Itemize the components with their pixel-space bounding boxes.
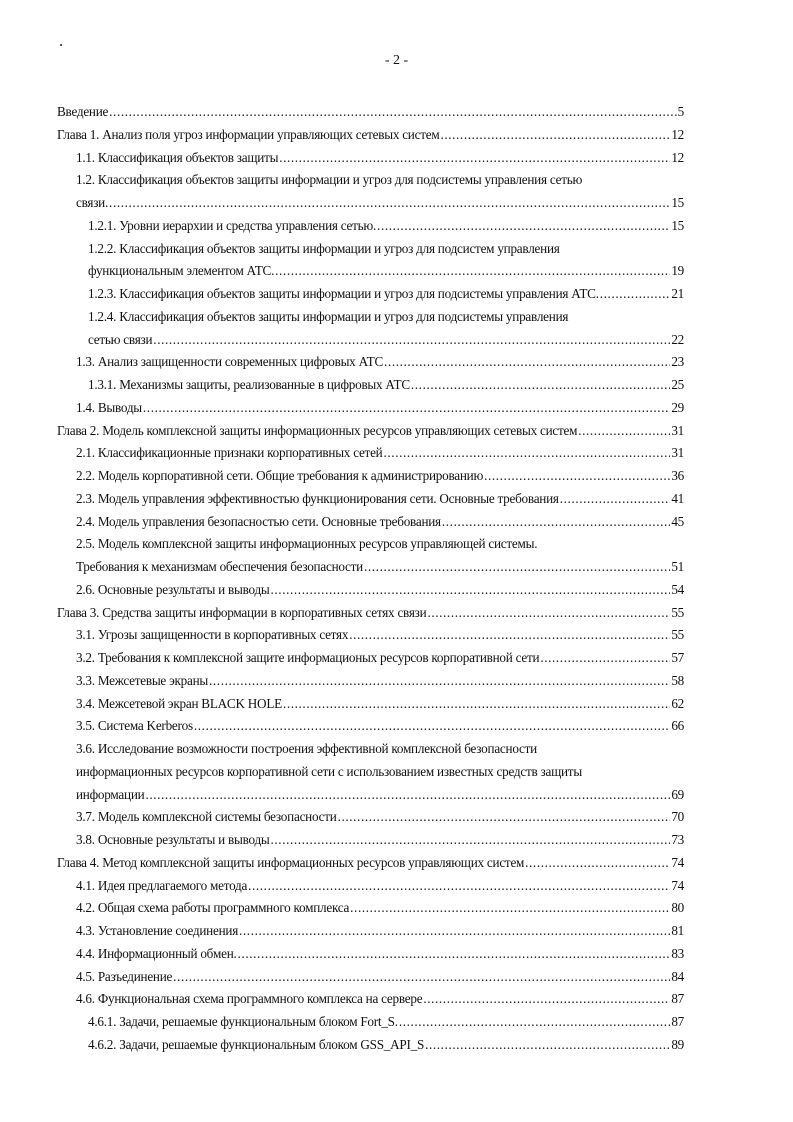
- toc-entry-title: 4.2. Общая схема работы программного комплекса: [76, 900, 350, 916]
- toc-page-number: 15: [671, 195, 684, 210]
- toc-entry[interactable]: [57, 556, 684, 579]
- dot-leader: [209, 670, 670, 693]
- toc-entry-title: 3.6. Исследование возможности построения эффективной комплексной безопасности: [76, 741, 537, 756]
- toc-entry-title: 3.2. Требования к комплексной защите информационых ресурсов корпоративной сети: [76, 650, 540, 665]
- toc-entry-title: Глава 4. Метод комплексной защиты информационных ресурсов управляющих систем: [57, 854, 525, 870]
- dot-leader: [239, 920, 670, 943]
- toc-entry[interactable]: [57, 260, 684, 283]
- toc-page-number: 36: [671, 468, 684, 483]
- toc-entry[interactable]: [57, 784, 684, 807]
- dot-leader: [440, 124, 670, 147]
- toc-page-number: 84: [671, 968, 684, 984]
- toc-entry[interactable]: [57, 442, 684, 465]
- toc-page-number: 74: [671, 854, 684, 870]
- toc-entry-title: 2.6. Основные результаты и выводы: [76, 581, 270, 597]
- toc-entry-title: 3.1. Угрозы защищенности в корпоративных сетях: [76, 627, 349, 643]
- dot-leader: [143, 397, 670, 420]
- dot-leader: [338, 806, 671, 829]
- dot-leader: [283, 693, 670, 716]
- toc-entry-title: связи.: [76, 195, 109, 210]
- dot-leader: [425, 1034, 670, 1057]
- dot-leader: [153, 329, 670, 352]
- toc-entry-title: функциональным элементом АТС.: [88, 263, 275, 279]
- dot-leader: [364, 556, 670, 579]
- toc-entry-continuation[interactable]: [57, 306, 684, 329]
- toc-entry[interactable]: [57, 488, 684, 511]
- toc-entry[interactable]: [57, 124, 684, 147]
- toc-page-number: 54: [671, 581, 684, 597]
- toc-entry-title: 4.6.2. Задачи, решаемые функциональным блоком GSS_API_S: [88, 1036, 425, 1052]
- toc-entry[interactable]: [57, 897, 684, 920]
- dot-leader: [194, 715, 670, 738]
- toc-page-number: 70: [671, 809, 684, 825]
- toc-entry-title: Глава 2. Модель комплексной защиты информационных ресурсов управляющих сетевых систем: [57, 422, 578, 438]
- toc-entry-title: 1.2.2. Классификация объектов защиты информации и угроз для подсистем управления: [88, 240, 560, 256]
- toc-entry[interactable]: [57, 943, 684, 966]
- toc-entry-title: 1.3. Анализ защищенности современных цифровых АТС: [76, 354, 384, 370]
- toc-page-number: 51: [671, 559, 684, 574]
- toc-entry-title: 1.4. Выводы: [76, 399, 142, 415]
- dot-leader: [350, 897, 670, 920]
- toc-page-number: 29: [671, 399, 684, 415]
- toc-page-number: 80: [671, 900, 684, 916]
- toc-page-number: 31: [671, 422, 684, 438]
- dot-leader: [271, 829, 671, 852]
- toc-page-number: 83: [671, 945, 684, 961]
- toc-page-number: 55: [671, 627, 684, 643]
- toc-entry[interactable]: [57, 875, 684, 898]
- toc-entry-continuation[interactable]: [57, 238, 684, 261]
- toc-entry[interactable]: [57, 283, 684, 306]
- toc-entry[interactable]: [57, 397, 684, 420]
- toc-page-number: 55: [671, 604, 684, 620]
- toc-page-number: 12: [671, 149, 684, 165]
- dot-leader: [423, 988, 670, 1011]
- toc-page-number: 87: [671, 1014, 684, 1029]
- toc-entry-title: 4.5. Разъединение: [76, 968, 173, 984]
- toc-entry-title: информации: [76, 786, 145, 802]
- toc-entry[interactable]: [57, 806, 684, 829]
- dot-leader: [484, 465, 670, 488]
- toc-entry-continuation[interactable]: [57, 533, 684, 556]
- toc-page-number: 87: [671, 991, 684, 1007]
- toc-page-number: 62: [671, 695, 684, 711]
- dot-leader: [109, 101, 677, 124]
- toc-entry[interactable]: [57, 1011, 684, 1034]
- toc-entry-title: сетью связи: [88, 331, 153, 347]
- toc-entry-title: информационных ресурсов корпоративной сети с использованием известных средств защиты: [76, 763, 582, 779]
- toc-entry[interactable]: [57, 920, 684, 943]
- toc-entry-title: 2.2. Модель корпоративной сети. Общие требования к администрированию: [76, 468, 484, 483]
- toc-page-number: 25: [671, 377, 684, 392]
- toc-entry-title: 1.3.1. Механизмы защиты, реализованные в цифровых АТС: [88, 377, 410, 392]
- toc-entry[interactable]: [57, 602, 684, 625]
- dot-leader: [560, 488, 671, 511]
- dot-leader: [411, 374, 670, 397]
- dot-leader: [578, 420, 670, 443]
- toc-entry[interactable]: [57, 966, 684, 989]
- toc-page-number: 21: [671, 286, 684, 301]
- toc-page-number: 19: [671, 263, 684, 279]
- toc-entry-title: 2.1. Классификационные признаки корпоративных сетей: [76, 445, 383, 461]
- dot-leader: [399, 1011, 671, 1034]
- toc-entry[interactable]: [57, 374, 684, 397]
- toc-page-number: 57: [671, 650, 684, 665]
- toc-entry[interactable]: [57, 465, 684, 488]
- toc-entry[interactable]: [57, 579, 684, 602]
- toc-page-number: 58: [671, 672, 684, 688]
- dot-leader: [442, 511, 670, 534]
- page-number: - 2 -: [384, 53, 409, 68]
- toc-entry-title: 4.6.1. Задачи, решаемые функциональным блоком Fort_S.: [88, 1014, 398, 1029]
- toc-entry-title: 1.2.3. Классификация объектов защиты информации и угроз для подсистемы управления АТС.: [88, 286, 599, 301]
- toc-page-number: 22: [671, 331, 684, 347]
- toc-entry-title: 4.3. Установление соединения: [76, 923, 239, 938]
- toc-entry[interactable]: [57, 852, 684, 875]
- toc-page-number: 66: [671, 718, 684, 734]
- toc-entry[interactable]: [57, 351, 684, 374]
- toc-entry-title: 3.7. Модель комплексной системы безопасности: [76, 809, 337, 825]
- toc-page-number: 12: [671, 126, 684, 142]
- toc-page-number: 69: [671, 786, 684, 802]
- toc-entry-title: 1.2.4. Классификация объектов защиты информации и угроз для подсистемы управления: [88, 308, 569, 324]
- toc-entry-continuation[interactable]: [57, 738, 684, 761]
- toc-page-number: 23: [671, 354, 684, 370]
- toc-entry-title: 3.5. Система Kerberos: [76, 718, 193, 734]
- toc-entry[interactable]: [57, 329, 684, 352]
- scan-speck: [60, 44, 62, 46]
- toc-entry[interactable]: [57, 647, 684, 670]
- dot-leader: [427, 602, 670, 625]
- toc-entry-title: 2.3. Модель управления эффективностью функционирования сети. Основные требования: [76, 490, 559, 506]
- toc-page-number: 31: [671, 445, 684, 461]
- toc-entry-title: 4.4. Информационный обмен.: [76, 945, 237, 961]
- table-of-contents: [57, 101, 684, 1057]
- toc-entry-title: 3.3. Межсетевые экраны: [76, 672, 209, 688]
- toc-entry-title: 1.2.1. Уровни иерархии и средства управления сетью.: [88, 217, 377, 233]
- dot-leader: [109, 192, 670, 215]
- toc-page-number: 5: [677, 104, 684, 119]
- toc-entry[interactable]: [57, 511, 684, 534]
- dot-leader: [384, 351, 670, 374]
- dot-leader: [145, 784, 670, 807]
- toc-entry[interactable]: [57, 829, 684, 852]
- toc-page-number: 74: [671, 877, 684, 893]
- dot-leader: [279, 147, 670, 170]
- toc-entry[interactable]: [57, 715, 684, 738]
- dot-leader: [271, 579, 671, 602]
- toc-entry-title: 3.8. Основные результаты и выводы: [76, 832, 270, 847]
- dot-leader: [248, 875, 670, 898]
- toc-page-number: 73: [671, 832, 684, 847]
- toc-entry-title: 2.4. Модель управления безопасностью сети. Основные требования: [76, 513, 441, 529]
- dot-leader: [600, 283, 671, 306]
- toc-entry[interactable]: [57, 624, 684, 647]
- toc-entry[interactable]: [57, 420, 684, 443]
- toc-page-number: 81: [671, 923, 684, 938]
- toc-entry[interactable]: [57, 215, 684, 238]
- toc-entry-continuation[interactable]: [57, 169, 684, 192]
- toc-page-number: 41: [671, 490, 684, 506]
- toc-entry-title: 3.4. Межсетевой экран BLACK HOLE: [76, 695, 282, 711]
- toc-entry-title: Глава 3. Средства защиты информации в корпоративных сетях связи: [57, 604, 427, 620]
- toc-entry[interactable]: [57, 988, 684, 1011]
- dot-leader: [540, 647, 670, 670]
- toc-entry[interactable]: [57, 670, 684, 693]
- toc-entry[interactable]: [57, 192, 684, 215]
- toc-entry-continuation[interactable]: [57, 761, 684, 784]
- toc-entry-title: 1.1. Классификация объектов защиты: [76, 149, 279, 165]
- toc-entry[interactable]: [57, 693, 684, 716]
- dot-leader: [384, 442, 671, 465]
- toc-page-number: 89: [671, 1036, 684, 1052]
- toc-entry-title: 4.1. Идея предлагаемого метода: [76, 877, 248, 893]
- dot-leader: [238, 943, 671, 966]
- toc-entry-title: 4.6. Функциональная схема программного комплекса на сервере: [76, 991, 423, 1007]
- toc-entry[interactable]: [57, 1034, 684, 1057]
- toc-entry-title: Требования к механизмам обеспечения безопасности: [76, 559, 363, 574]
- dot-leader: [525, 852, 670, 875]
- dot-leader: [275, 260, 670, 283]
- dot-leader: [349, 624, 670, 647]
- toc-page-number: 45: [671, 513, 684, 529]
- toc-entry[interactable]: [57, 147, 684, 170]
- toc-entry-title: 1.2. Классификация объектов защиты информации и угроз для подсистемы управления сетью: [76, 172, 583, 188]
- dot-leader: [173, 966, 670, 989]
- dot-leader: [377, 215, 670, 238]
- toc-page-number: 15: [671, 217, 684, 233]
- toc-entry[interactable]: [57, 101, 684, 124]
- toc-entry-title: Введение: [57, 104, 109, 119]
- toc-entry-title: Глава 1. Анализ поля угроз информации управляющих сетевых систем: [57, 126, 440, 142]
- toc-entry-title: 2.5. Модель комплексной защиты информационных ресурсов управляющей системы.: [76, 536, 538, 552]
